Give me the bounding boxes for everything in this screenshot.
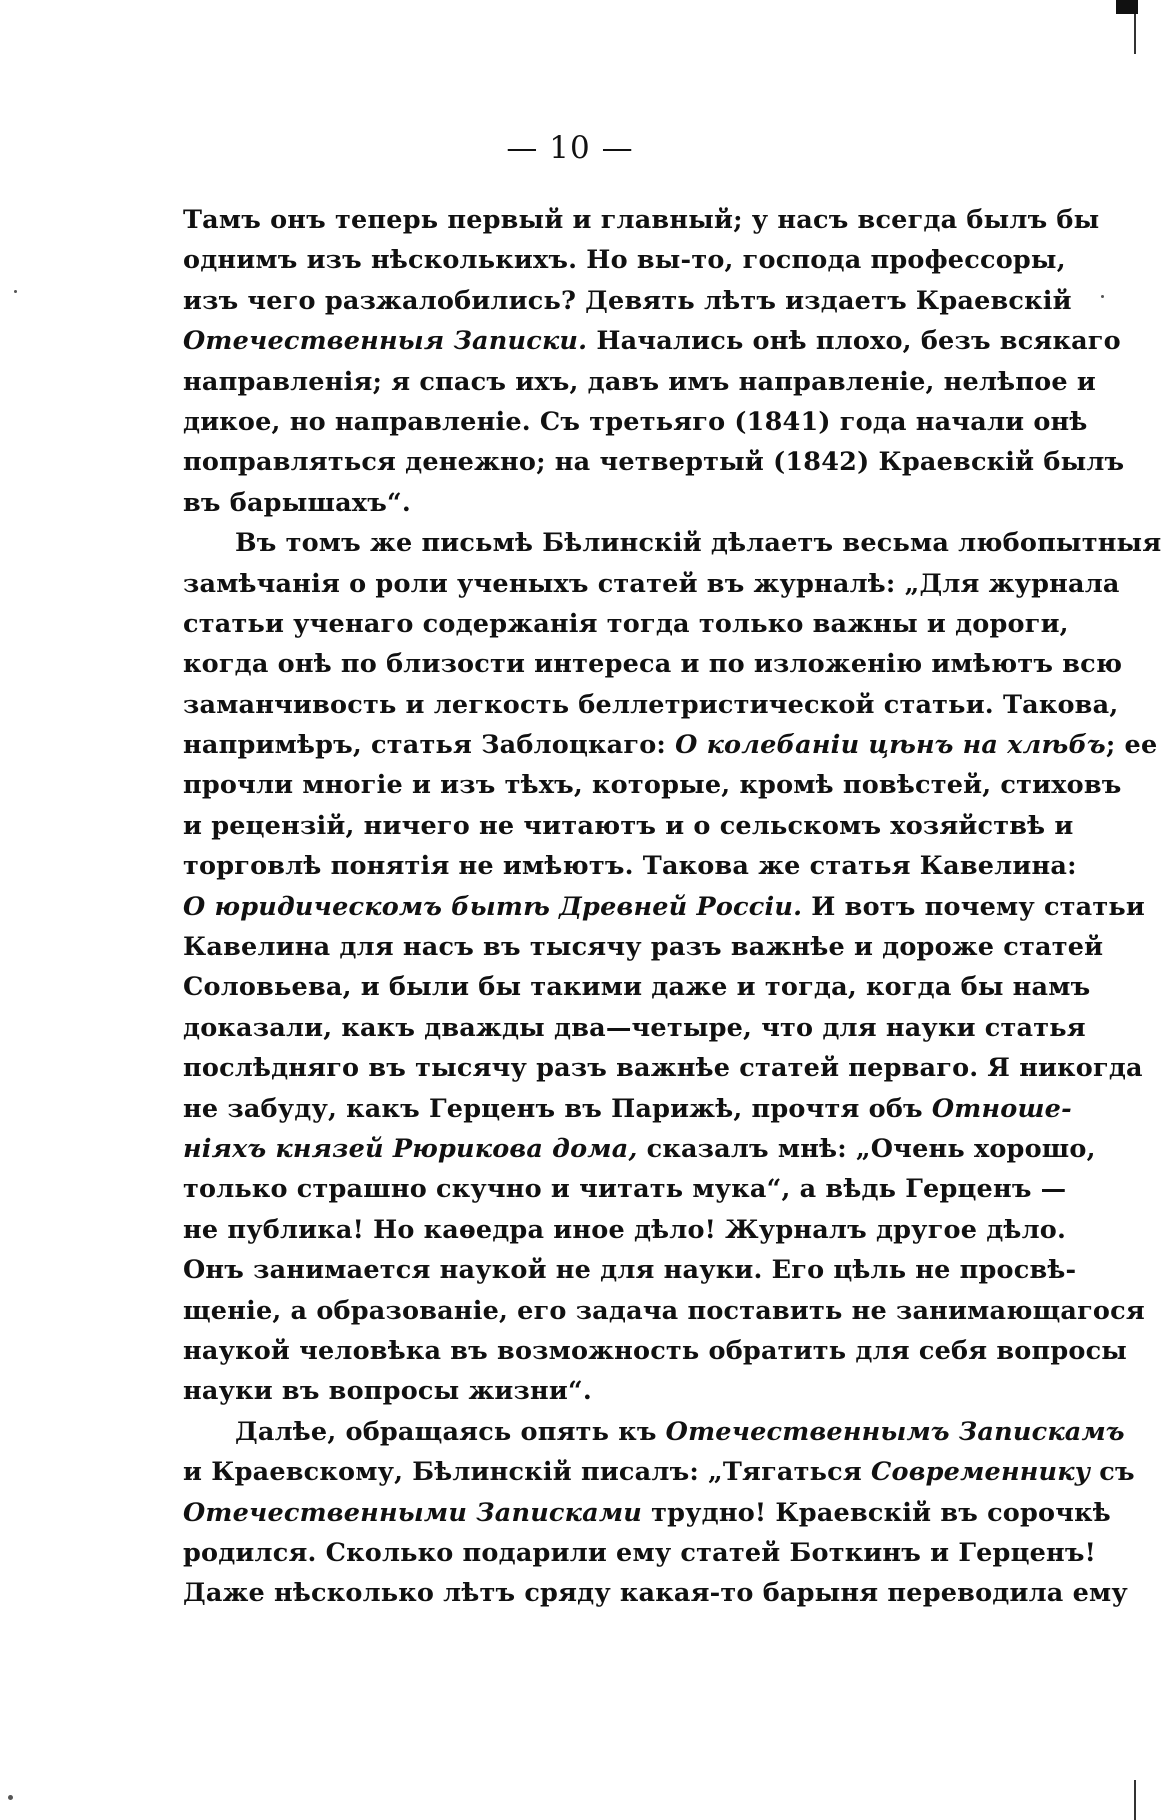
text-line: науки въ вопросы жизни“. — [183, 1376, 592, 1407]
page-number: — 10 — — [506, 130, 634, 166]
text-line: и рецензій, ничего не читаютъ и о сельскомъ хозяйствѣ и — [183, 810, 1074, 841]
text-line: только страшно скучно и читать мука“, а вѣдь Герценъ — — [183, 1174, 1067, 1205]
text-line: Даже нѣсколько лѣтъ сряду какая-то барыня переводила ему — [183, 1578, 1128, 1609]
text-line: щеніе, а образованіе, его задача поставить не занимающагося — [183, 1295, 1145, 1326]
italic-title: ніяхъ князей Рюрикова дома, — [183, 1133, 638, 1164]
text-line: статьи ученаго содержанія тогда только важны и дороги, — [183, 608, 1069, 639]
text-line: не забуду, какъ Герценъ въ Парижѣ, прочтя объ Отноше- — [183, 1093, 1072, 1124]
body-text — [183, 200, 1161, 1614]
italic-title: Отноше- — [931, 1093, 1072, 1124]
text-line: О юридическомъ бытѣ Древней Россіи. И вотъ почему статьи — [183, 891, 1146, 922]
text-line: Отечественными Записками трудно! Краевскій въ сорочкѣ — [183, 1497, 1111, 1528]
italic-title: О колебаніи цѣнъ на хлѣбъ — [675, 730, 1106, 761]
text-line: заманчивость и легкость беллетристической статьи. Такова, — [183, 689, 1119, 720]
text-line: Кавелина для насъ въ тысячу разъ важнѣе и дороже статей — [183, 932, 1104, 963]
text-line: Далѣе, обращаясь опять къ Отечественнымъ Запискамъ — [235, 1416, 1125, 1447]
text-line: когда онѣ по близости интереса и по изложенію имѣютъ всю — [183, 649, 1123, 680]
text-line: Тамъ онъ теперь первый и главный; у насъ всегда былъ бы — [183, 205, 1100, 235]
scan-speck — [8, 1795, 13, 1800]
scan-rule-mark — [1134, 14, 1136, 54]
text-line: въ барышахъ“. — [183, 487, 411, 518]
text-line: Въ томъ же письмѣ Бѣлинскій дѣлаетъ весьма любопытныя — [235, 528, 1161, 559]
text-line: не публика! Но каѳедра иное дѣло! Журналъ другое дѣло. — [183, 1214, 1067, 1245]
text-line: Отечественныя Записки. Начались онѣ плохо, безъ всякаго — [183, 326, 1121, 357]
text-line: и Краевскому, Бѣлинскій писалъ: „Тягаться Современнику съ — [183, 1457, 1135, 1488]
text-line: доказали, какъ дважды два—четыре, что для науки статья — [183, 1012, 1086, 1043]
text-line: изъ чего разжалобились? Девять лѣтъ издаетъ Краевскій — [183, 285, 1072, 316]
text-line: торговлѣ понятія не имѣютъ. Такова же статья Кавелина: — [183, 851, 1077, 882]
text-line: родился. Сколько подарили ему статей Боткинъ и Герценъ! — [183, 1537, 1097, 1568]
text-line: поправляться денежно; на четвертый (1842) Краевскій былъ — [183, 447, 1125, 478]
text-line: напримѣръ, статья Заблоцкаго: О колебаніи цѣнъ на хлѣбъ; ее — [183, 730, 1158, 761]
text-line: Онъ занимается наукой не для науки. Его цѣль не просвѣ- — [183, 1255, 1077, 1286]
italic-title: Отечественнымъ Запискамъ — [665, 1416, 1125, 1447]
text-line: прочли многіе и изъ тѣхъ, которые, кромѣ повѣстей, стиховъ — [183, 770, 1122, 801]
italic-title: Отечественными Записками — [183, 1497, 643, 1528]
scan-rule-mark — [1134, 1780, 1136, 1820]
text-line: наукой человѣка въ возможность обратить для себя вопросы — [183, 1335, 1128, 1366]
italic-title: О юридическомъ бытѣ Древней Россіи. — [183, 891, 803, 922]
text-line: однимъ изъ нѣсколькихъ. Но вы-то, господа профессоры, — [183, 245, 1066, 276]
text-line: Соловьева, и были бы такими даже и тогда, когда бы намъ — [183, 972, 1091, 1003]
text-line: ніяхъ князей Рюрикова дома, сказалъ мнѣ: „Очень хорошо, — [183, 1133, 1096, 1164]
scan-edge-artifact — [1122, 0, 1140, 1820]
text-line: послѣдняго въ тысячу разъ важнѣе статей перваго. Я никогда — [183, 1053, 1143, 1084]
text-line: дикое, но направленіе. Съ третьяго (1841) года начали онѣ — [183, 406, 1088, 437]
scan-speck — [1101, 295, 1104, 298]
scan-corner-mark — [1116, 0, 1138, 14]
text-line: направленія; я спасъ ихъ, давъ имъ направленіе, нелѣпое и — [183, 366, 1096, 397]
italic-title: Отечественныя Записки. — [183, 326, 588, 357]
text-line: замѣчанія о роли ученыхъ статей въ журналѣ: „Для журнала — [183, 568, 1120, 599]
scan-speck — [14, 290, 17, 293]
italic-title: Современнику — [871, 1457, 1091, 1488]
